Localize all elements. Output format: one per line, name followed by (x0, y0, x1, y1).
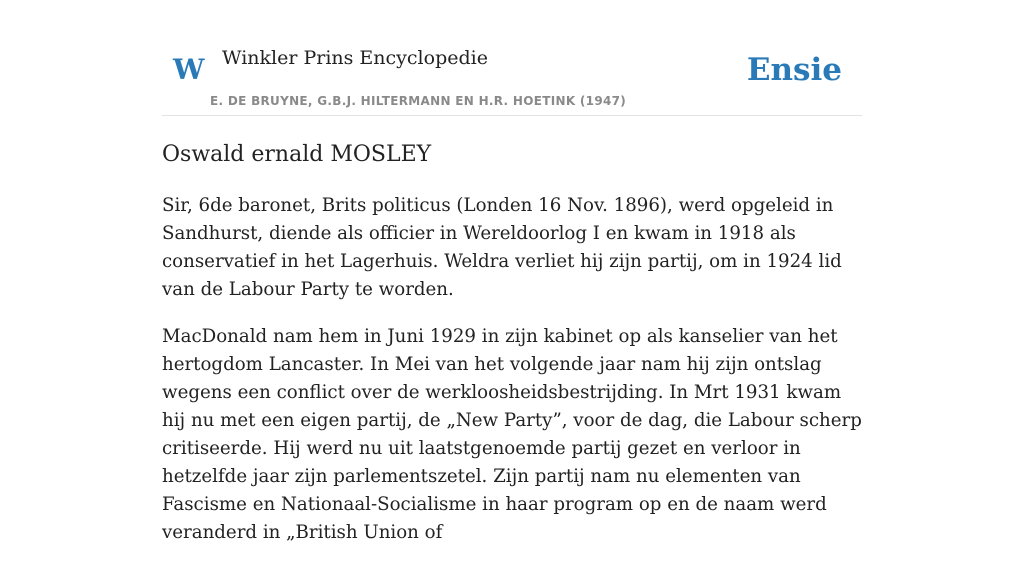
article-paragraph: MacDonald nam hem in Juni 1929 in zijn kabinet op als kanselier van het hertogdom Lancaster. In Mei van het volgende jaar nam hij zijn ontslag wegens een conflict over de werkloosheidsbestrijding. In Mrt 1931 kwam hij nu met een eigen partij, de „New Party”, voor de dag, die Labour scherp critiseerde. Hij werd nu uit laatstgenoemde partij gezet en verloor in hetzelfde jaar zijn parlementszetel. Zijn partij nam nu elementen van Fascisme en Nationaal-Socialisme in haar program op en de naam werd veranderd in „British Union of (162, 326, 862, 543)
article-body (162, 192, 862, 566)
brand-logo-link[interactable]: Ensie (746, 52, 842, 88)
page (162, 0, 862, 543)
article-title: Oswald ernald MOSLEY (162, 142, 432, 167)
source-logo-icon[interactable]: W (173, 53, 205, 86)
article-paragraph: Sir, 6de baronet, Brits politicus (Londen 16 Nov. 1896), werd opgeleid in Sandhurst, diende als officier in Wereldoorlog I en kwam in 1918 als conservatief in het Lagerhuis. Weldra verliet hij zijn partij, om in 1924 lid van de Labour Party te worden. (162, 195, 842, 300)
source-header (162, 0, 862, 116)
source-authors: E. DE BRUYNE, G.B.J. HILTERMANN EN H.R. HOETINK (1947) (210, 94, 627, 108)
source-title-link[interactable]: Winkler Prins Encyclopedie (222, 47, 488, 69)
